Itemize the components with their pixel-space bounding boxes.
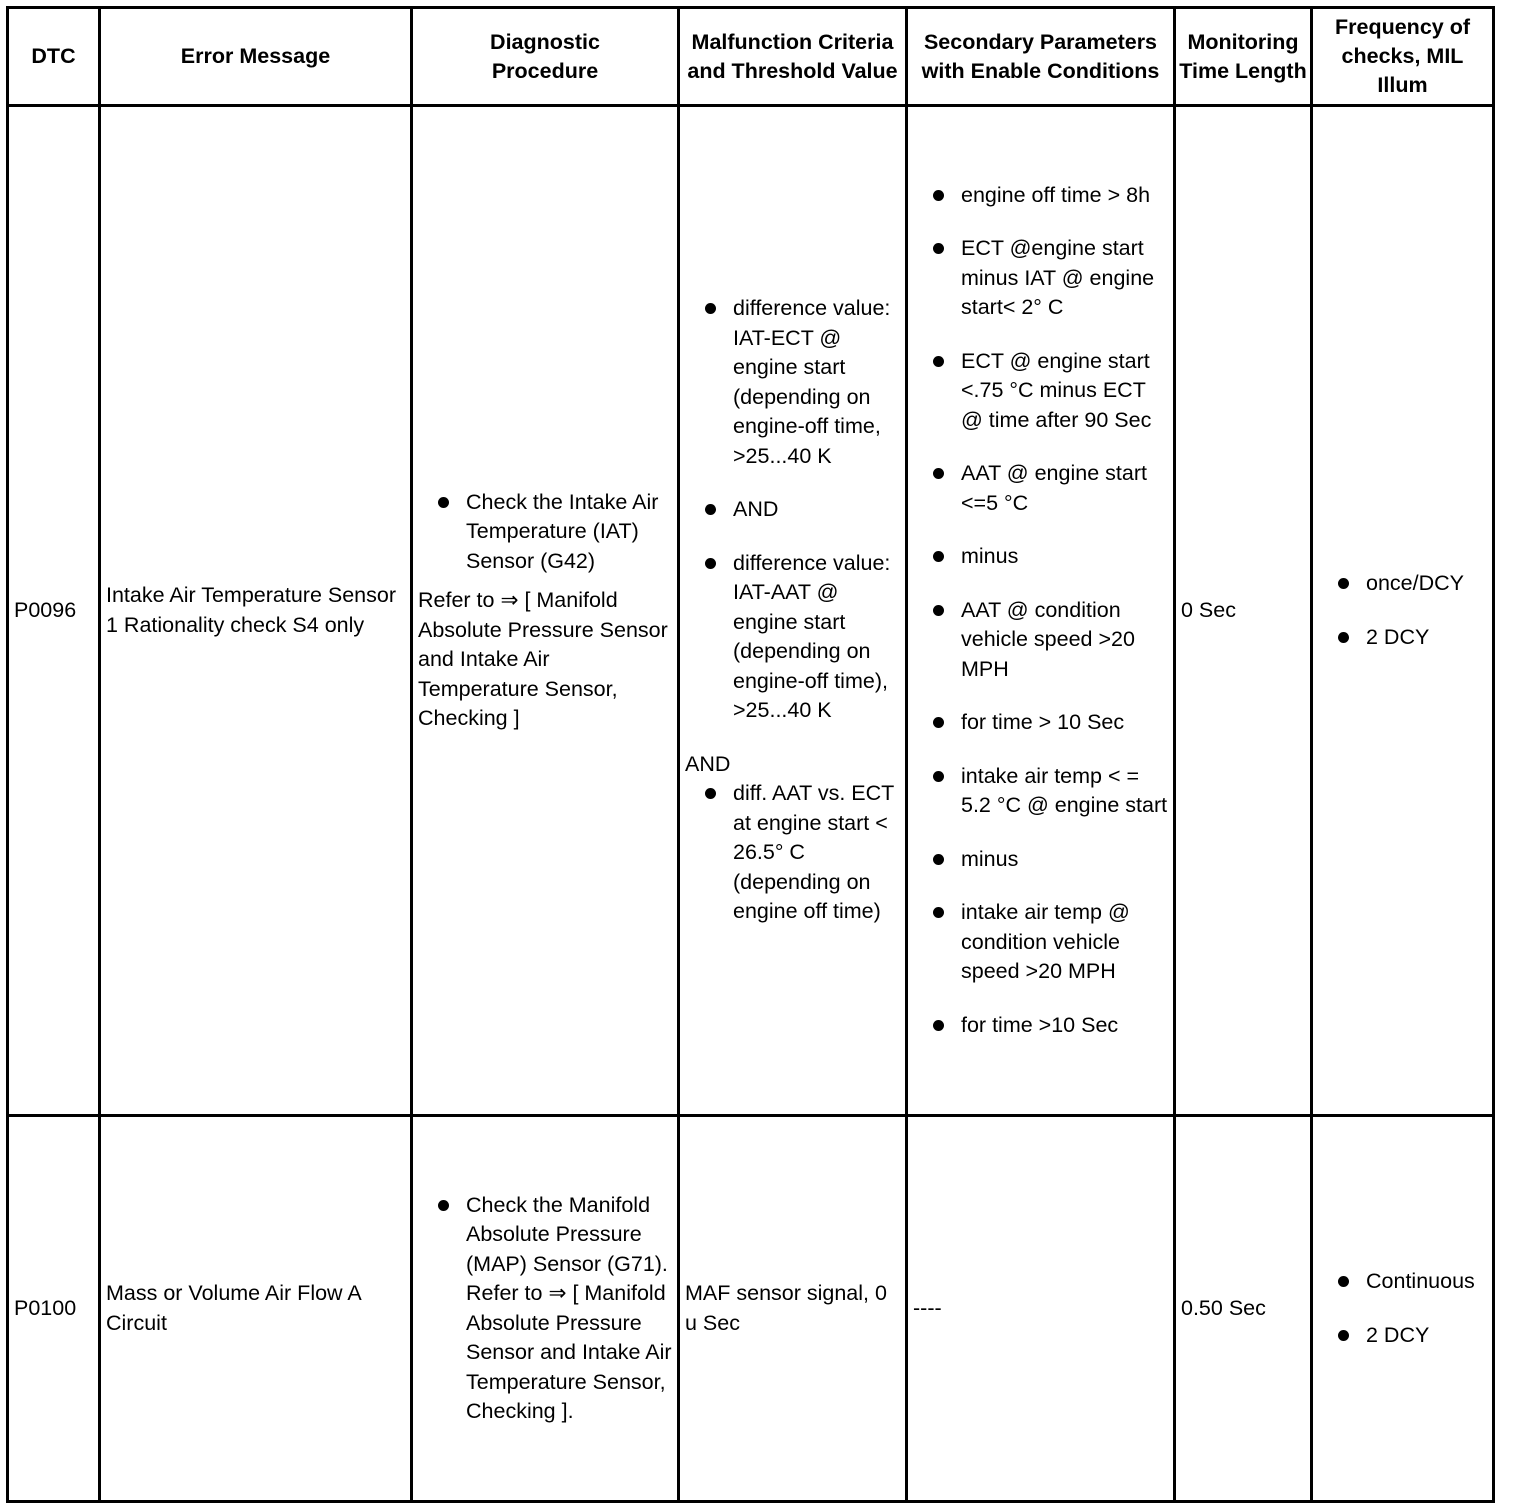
diagnostic-procedure (412, 106, 679, 1116)
malfunction-criteria: MAF sensor signal, 0 u Sec (679, 1116, 907, 1502)
header-row (8, 8, 1494, 106)
header-diagnostic-procedure: Diagnostic Procedure (412, 8, 679, 106)
list-item: minus (913, 542, 1168, 572)
monitoring-time: 0 Sec (1175, 106, 1312, 1116)
error-message: Intake Air Temperature Sensor 1 Rationality check S4 only (100, 106, 412, 1116)
list-item: intake air temp @ condition vehicle speed >20 MPH (913, 898, 1168, 987)
error-message: Mass or Volume Air Flow A Circuit (100, 1116, 412, 1502)
diagnostic-procedure (412, 1116, 679, 1502)
list-item: Continuous (1318, 1267, 1487, 1297)
secondary-parameters: ---- (907, 1116, 1175, 1502)
monitoring-time: 0.50 Sec (1175, 1116, 1312, 1502)
header-dtc: DTC (8, 8, 100, 106)
secondary-parameters (907, 106, 1175, 1116)
list-item: diff. AAT vs. ECT at engine start < 26.5° C (depending on engine off time) (685, 779, 900, 927)
frequency (1312, 106, 1494, 1116)
dtc-code: P0096 (8, 106, 100, 1116)
header-frequency: Frequency of checks, MIL Illum (1312, 8, 1494, 106)
list-item: Check the Intake Air Temperature (IAT) Sensor (G42) (418, 488, 672, 577)
list-item: once/DCY (1318, 569, 1487, 599)
list-item: for time > 10 Sec (913, 708, 1168, 738)
header-malfunction-criteria: Malfunction Criteria and Threshold Value (679, 8, 907, 106)
secondary-list (913, 181, 1168, 1041)
frequency-list (1318, 569, 1487, 652)
dtc-code: P0100 (8, 1116, 100, 1502)
frequency (1312, 1116, 1494, 1502)
list-item: AAT @ condition vehicle speed >20 MPH (913, 596, 1168, 685)
malfunction-criteria (679, 106, 907, 1116)
list-item: 2 DCY (1318, 623, 1487, 653)
list-item: AAT @ engine start <=5 °C (913, 459, 1168, 518)
list-item: for time >10 Sec (913, 1011, 1168, 1041)
list-item: difference value: IAT-AAT @ engine start (depending on engine-off time), >25...40 K (685, 549, 900, 726)
list-item: ECT @ engine start <.75 °C minus ECT @ time after 90 Sec (913, 347, 1168, 436)
table-row (8, 1116, 1494, 1502)
list-item: difference value: IAT-ECT @ engine start (depending on engine-off time, >25...40 K (685, 294, 900, 471)
malfunction-list-2 (685, 779, 900, 927)
diagnostic-list (418, 488, 672, 577)
dtc-document (6, 6, 1495, 1503)
list-item: intake air temp < = 5.2 °C @ engine start (913, 762, 1168, 821)
list-item: AND (685, 495, 900, 525)
header-monitoring-time: Monitoring Time Length (1175, 8, 1312, 106)
list-item: ECT @engine start minus IAT @ engine start< 2° C (913, 234, 1168, 323)
list-item: minus (913, 845, 1168, 875)
header-error-message: Error Message (100, 8, 412, 106)
list-item: Check the Manifold Absolute Pressure (MAP) Sensor (G71). Refer to ⇒ [ Manifold Absolute Pressure Sensor and Intake Air Temperature Sensor, Checking ]. (418, 1191, 672, 1427)
diagnostic-list (418, 1191, 672, 1427)
frequency-list (1318, 1267, 1487, 1350)
list-item: engine off time > 8h (913, 181, 1168, 211)
dtc-table (6, 6, 1495, 1503)
list-item: 2 DCY (1318, 1321, 1487, 1351)
table-row (8, 106, 1494, 1116)
malfunction-list-1 (685, 294, 900, 726)
header-secondary-parameters: Secondary Parameters with Enable Conditions (907, 8, 1175, 106)
diagnostic-reference: Refer to ⇒ [ Manifold Absolute Pressure Sensor and Intake Air Temperature Sensor, Checking ] (418, 588, 668, 730)
malfunction-and: AND (685, 751, 731, 776)
